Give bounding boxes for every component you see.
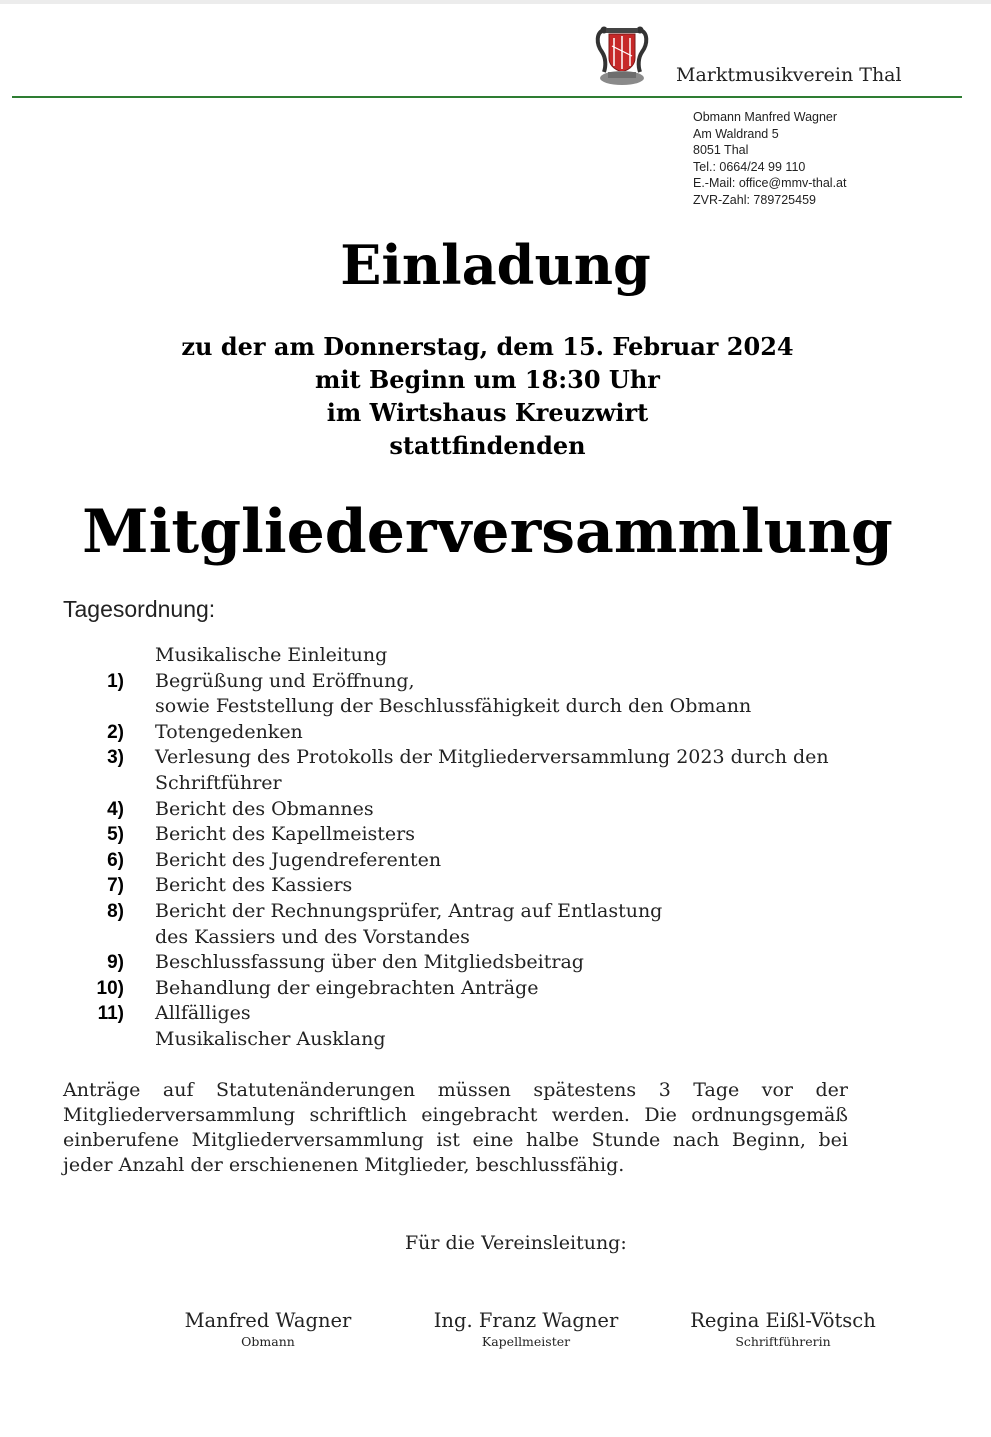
agenda-text: Allfälliges [155,1002,251,1025]
agenda-item [0,1027,991,1053]
agenda-item [0,976,991,1002]
event-date: zu der am Donnerstag, dem 15. Februar 2024 [181,332,794,361]
agenda-text: Musikalische Einleitung [155,644,388,666]
agenda-text: Bericht des Kapellmeisters [155,823,415,846]
agenda-text: Totengedenken [155,720,303,743]
agenda-item [0,797,991,823]
lyre-emblem-icon [594,22,650,88]
agenda-number: 7) [107,875,124,897]
agenda-heading: Tagesordnung: [63,596,216,622]
header-divider [12,96,962,98]
contact-email: E.-Mail: office@mmv-thal.at [693,176,847,190]
contact-block [693,109,846,208]
contact-phone: Tel.: 0664/24 99 110 [693,159,806,174]
agenda-text: sowie Feststellung der Beschlussfähigkeit durch den Obmann [155,695,752,718]
agenda-number: 4) [107,798,124,820]
club-name: Marktmusikverein Thal [676,64,902,86]
contact-line: Obmann Manfred Wagner [693,110,838,124]
agenda-text: Beschlussfassung über den Mitgliedsbeitrag [155,951,584,974]
contact-line: Am Waldrand 5 [693,126,779,141]
agenda-item [0,771,991,797]
agenda-text: Musikalischer Ausklang [155,1027,386,1050]
agenda-number: 3) [107,747,124,769]
agenda-item [0,669,991,695]
signature-block [673,1308,893,1350]
agenda-item [0,950,991,976]
event-venue: im Wirtshaus Kreuzwirt [326,398,649,427]
agenda-number: 5) [107,824,124,846]
agenda-item [0,848,991,874]
agenda-item [0,899,991,925]
agenda-text: Behandlung der eingebrachten Anträge [155,976,539,999]
agenda-text: Bericht des Obmannes [155,797,374,820]
closing-line: Für die Vereinsleitung: [405,1232,627,1254]
agenda-number: 9) [107,952,124,974]
agenda-text: Bericht des Kassiers [155,874,353,897]
agenda-text: des Kassiers und des Vorstandes [155,925,470,948]
agenda-item [0,643,991,669]
contact-line: 8051 Thal [693,143,749,157]
signatory-role: Kapellmeister [481,1334,571,1349]
contact-zvr: ZVR-Zahl: 789725459 [693,192,816,207]
signatory-name: Ing. Franz Wagner [433,1309,619,1332]
agenda-text: Verlesung des Protokolls der Mitgliederversammlung 2023 durch den [155,746,829,769]
agenda-number: 10) [96,977,124,999]
agenda-item [0,822,991,848]
event-details [0,330,975,462]
agenda-item [0,1001,991,1027]
agenda-item [0,720,991,746]
agenda-text: Schriftführer [155,771,282,794]
statute-notice-paragraph: Anträge auf Statutenänderungen müssen spätestens 3 Tage vor der Mitgliederversammlung schriftlich eingebracht werden. Die ordnungsgemäß einberufene Mitgliederversammlung ist eine halbe Stunde nach Beginn, bei jeder Anzahl der erschienenen Mitglieder, beschlussfähig. [63,1079,848,1176]
event-time: mit Beginn um 18:30 Uhr [315,365,660,394]
signatory-name: Regina Eißl-Vötsch [690,1309,876,1332]
signature-block [168,1308,368,1350]
meeting-title: Mitgliederversammlung [82,497,893,567]
event-note: stattfindenden [389,431,586,460]
signature-block [420,1308,632,1350]
agenda-number: 2) [107,721,124,743]
signatory-name: Manfred Wagner [184,1309,352,1332]
agenda-text: Begrüßung und Eröffnung, [155,669,415,692]
agenda-number: 6) [107,849,124,871]
agenda-item [0,745,991,771]
agenda-number: 8) [107,900,124,922]
agenda-item [0,925,991,951]
top-strip [0,0,991,4]
agenda-item [0,694,991,720]
agenda-text: Bericht der Rechnungsprüfer, Antrag auf Entlastung [155,899,663,922]
document-title: Einladung [340,233,651,297]
agenda-number: 11) [97,1003,124,1025]
agenda-list [0,643,991,1053]
signatory-role: Schriftführerin [735,1334,831,1349]
signatory-role: Obmann [241,1334,295,1349]
agenda-number: 1) [107,670,124,692]
agenda-item [0,873,991,899]
agenda-text: Bericht des Jugendreferenten [155,848,442,871]
